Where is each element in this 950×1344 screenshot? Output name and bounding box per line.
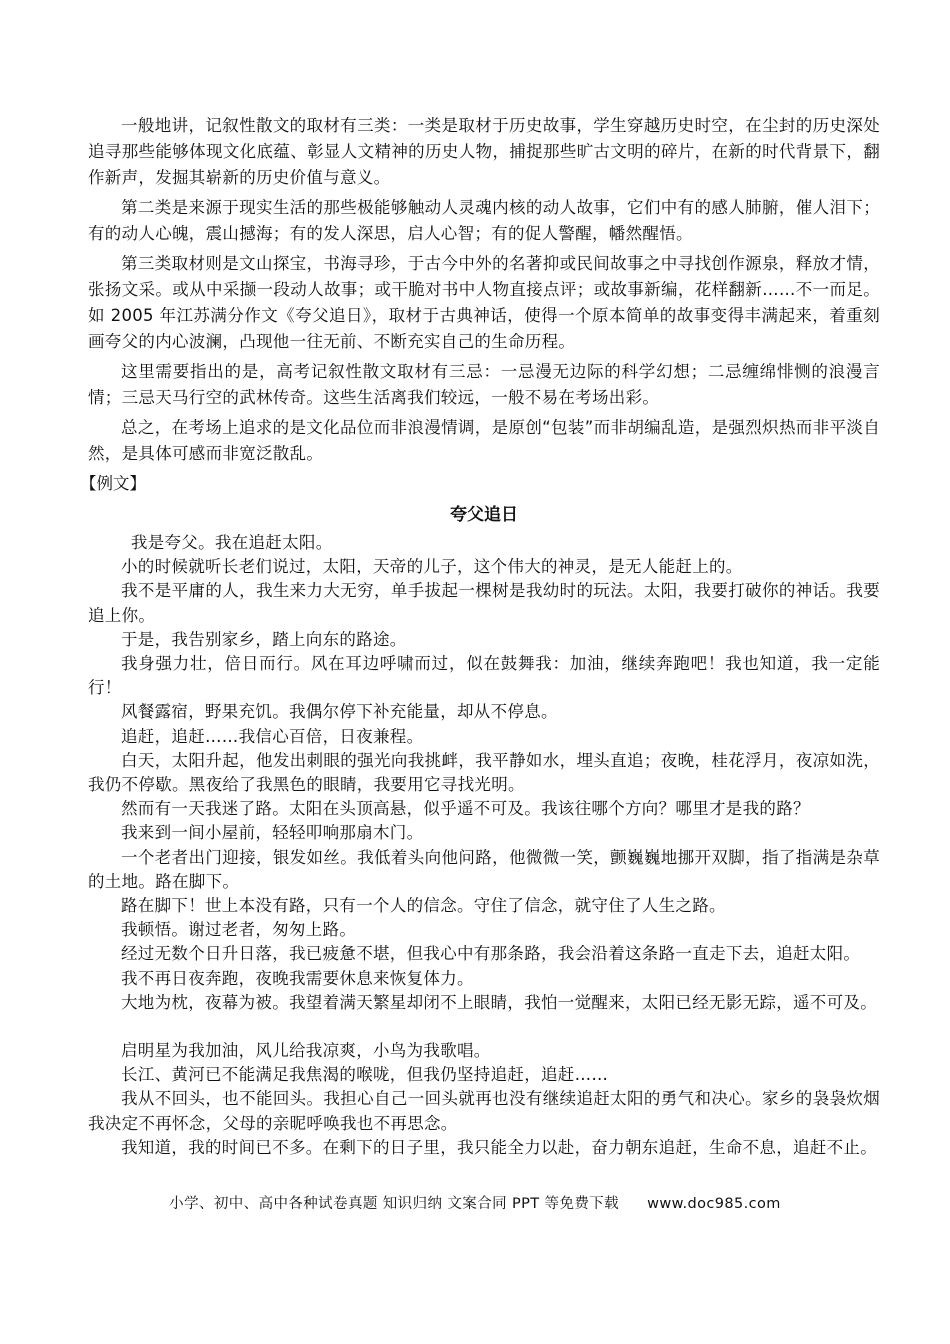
footer-url-link[interactable]: www.doc985.com: [647, 1196, 781, 1212]
essay-paragraph: 我不再日夜奔跑，夜晚我需要休息来恢复体力。: [121, 968, 474, 988]
essay-paragraph: 我是夸父。我在追赶太阳。: [130, 533, 333, 552]
essay-paragraph: 启明星为我加油，风儿给我凉爽，小鸟为我歌唱。: [121, 1041, 491, 1061]
essay-body: [88, 531, 880, 1160]
essay-paragraph: 一个老者出门迎接，银发如丝。我低着头向他问路，他微微一笑，颤巍巍地挪开双脚，指了指满是杂草的土地。路在脚下。: [88, 847, 880, 891]
essay-paragraph: 追赶，追赶……我信心百倍，日夜兼程。: [121, 726, 424, 746]
intro-paragraph: 一般地讲，记叙性散文的取材有三类：一类是取材于历史故事，学生穿越历史时空，在尘封的历史深处追寻那些能够体现文化底蕴、彰显人文精神的历史人物，捕捉那些旷古文明的碎片，在新的时代背景下，翻作新声，发掘其崭新的历史价值与意义。: [88, 116, 880, 187]
essay-paragraph: 然而有一天我迷了路。太阳在头顶高悬，似乎遥不可及。我该往哪个方向？哪里才是我的路？: [121, 799, 810, 819]
intro-paragraph: 这里需要指出的是，高考记叙性散文取材有三忌：一忌漫无边际的科学幻想；二忌缠绵悱恻的浪漫言情；三忌天马行空的武林传奇。这些生活离我们较远，一般不易在考场出彩。: [88, 362, 880, 407]
essay-paragraph: 经过无数个日升日落，我已疲惫不堪，但我心中有那条路，我会沿着这条路一直走下去，追赶太阳。: [121, 944, 861, 964]
essay-paragraph: 我从不回头，也不能回头。我担心自己一回头就再也没有继续追赶太阳的勇气和决心。家乡的袅袅炊烟我决定不再怀念，父母的亲昵呼唤我也不再思念。: [88, 1089, 880, 1133]
essay-paragraph: 于是，我告别家乡，踏上向东的路途。: [121, 629, 407, 649]
essay-paragraph: 大地为枕，夜幕为被。我望着满天繁星却闭不上眼睛，我怕一觉醒来，太阳已经无影无踪，遥不可及。: [121, 992, 877, 1012]
essay-paragraph: 小的时候就听长老们说过，太阳，天帝的儿子，这个伟大的神灵，是无人能赶上的。: [121, 557, 743, 577]
essay-paragraph: 白天，太阳升起，他发出刺眼的强光向我挑衅，我平静如水，埋头直追；夜晚，桂花浮月，夜凉如洗，我仍不停歇。黑夜给了我黑色的眼睛，我要用它寻找光明。: [88, 750, 880, 795]
essay-paragraph: 长江、黄河已不能满足我焦渴的喉咙，但我仍坚持追赶，追赶……: [121, 1065, 609, 1085]
intro-paragraph: 第二类是来源于现实生活的那些极能够触动人灵魂内核的动人故事，它们中有的感人肺腑，催人泪下；有的动人心魄，震山撼海；有的发人深思，启人心智；有的促人警醒，幡然醒悟。: [88, 198, 880, 243]
essay-paragraph: 我知道，我的时间已不多。在剩下的日子里，我只能全力以赴，奋力朝东追赶，生命不息，追赶不止。: [121, 1137, 877, 1157]
page-footer: [0, 1192, 950, 1213]
paragraph-gap: [88, 1015, 880, 1039]
essay-paragraph: 我身强力壮，倍日而行。风在耳边呼啸而过，似在鼓舞我：加油，继续奔跑吧！我也知道，我一定能行！: [88, 654, 880, 698]
essay-paragraph: 路在脚下！世上本没有路，只有一个人的信念。守住了信念，就守住了人生之路。: [121, 896, 726, 916]
essay-title: 夸父追日: [450, 505, 518, 525]
essay-paragraph: 风餐露宿，野果充饥。我偶尔停下补充能量，却从不停息。: [121, 702, 558, 722]
intro-paragraph: 第三类取材则是文山探宝，书海寻珍，于古今中外的名著抑或民间故事之中寻找创作源泉，释放才情，张扬文采。或从中采撷一段动人故事；或干脆对书中人物直接点评；或故事新编，花样翻新……不一而足。如 2005 年江苏满分作文《夸父追日》，取材于古典神话，使得一个原本简单的故事变得丰满起来，着重刻画夸父的内心波澜，凸现他一往无前、不断充实自己的生命历程。: [88, 254, 880, 351]
footer-text: 小学、初中、高中各种试卷真题 知识归纳 文案合同 PPT 等免费下载: [169, 1196, 620, 1212]
intro-paragraph: 总之，在考场上追求的是文化品位而非浪漫情调，是原创“包装”而非胡编乱造，是强烈炽热而非平淡自然，是具体可感而非宽泛散乱。: [88, 418, 880, 463]
essay-paragraph: 我来到一间小屋前，轻轻叩响那扇木门。: [121, 823, 424, 843]
essay-paragraph: 我不是平庸的人，我生来力大无穷，单手拔起一棵树是我幼时的玩法。太阳，我要打破你的神话。我要追上你。: [88, 581, 880, 625]
example-label: 【例文】: [80, 474, 146, 493]
essay-paragraph: 我顿悟。谢过老者，匆匆上路。: [121, 920, 357, 940]
document-body: [80, 113, 880, 1160]
